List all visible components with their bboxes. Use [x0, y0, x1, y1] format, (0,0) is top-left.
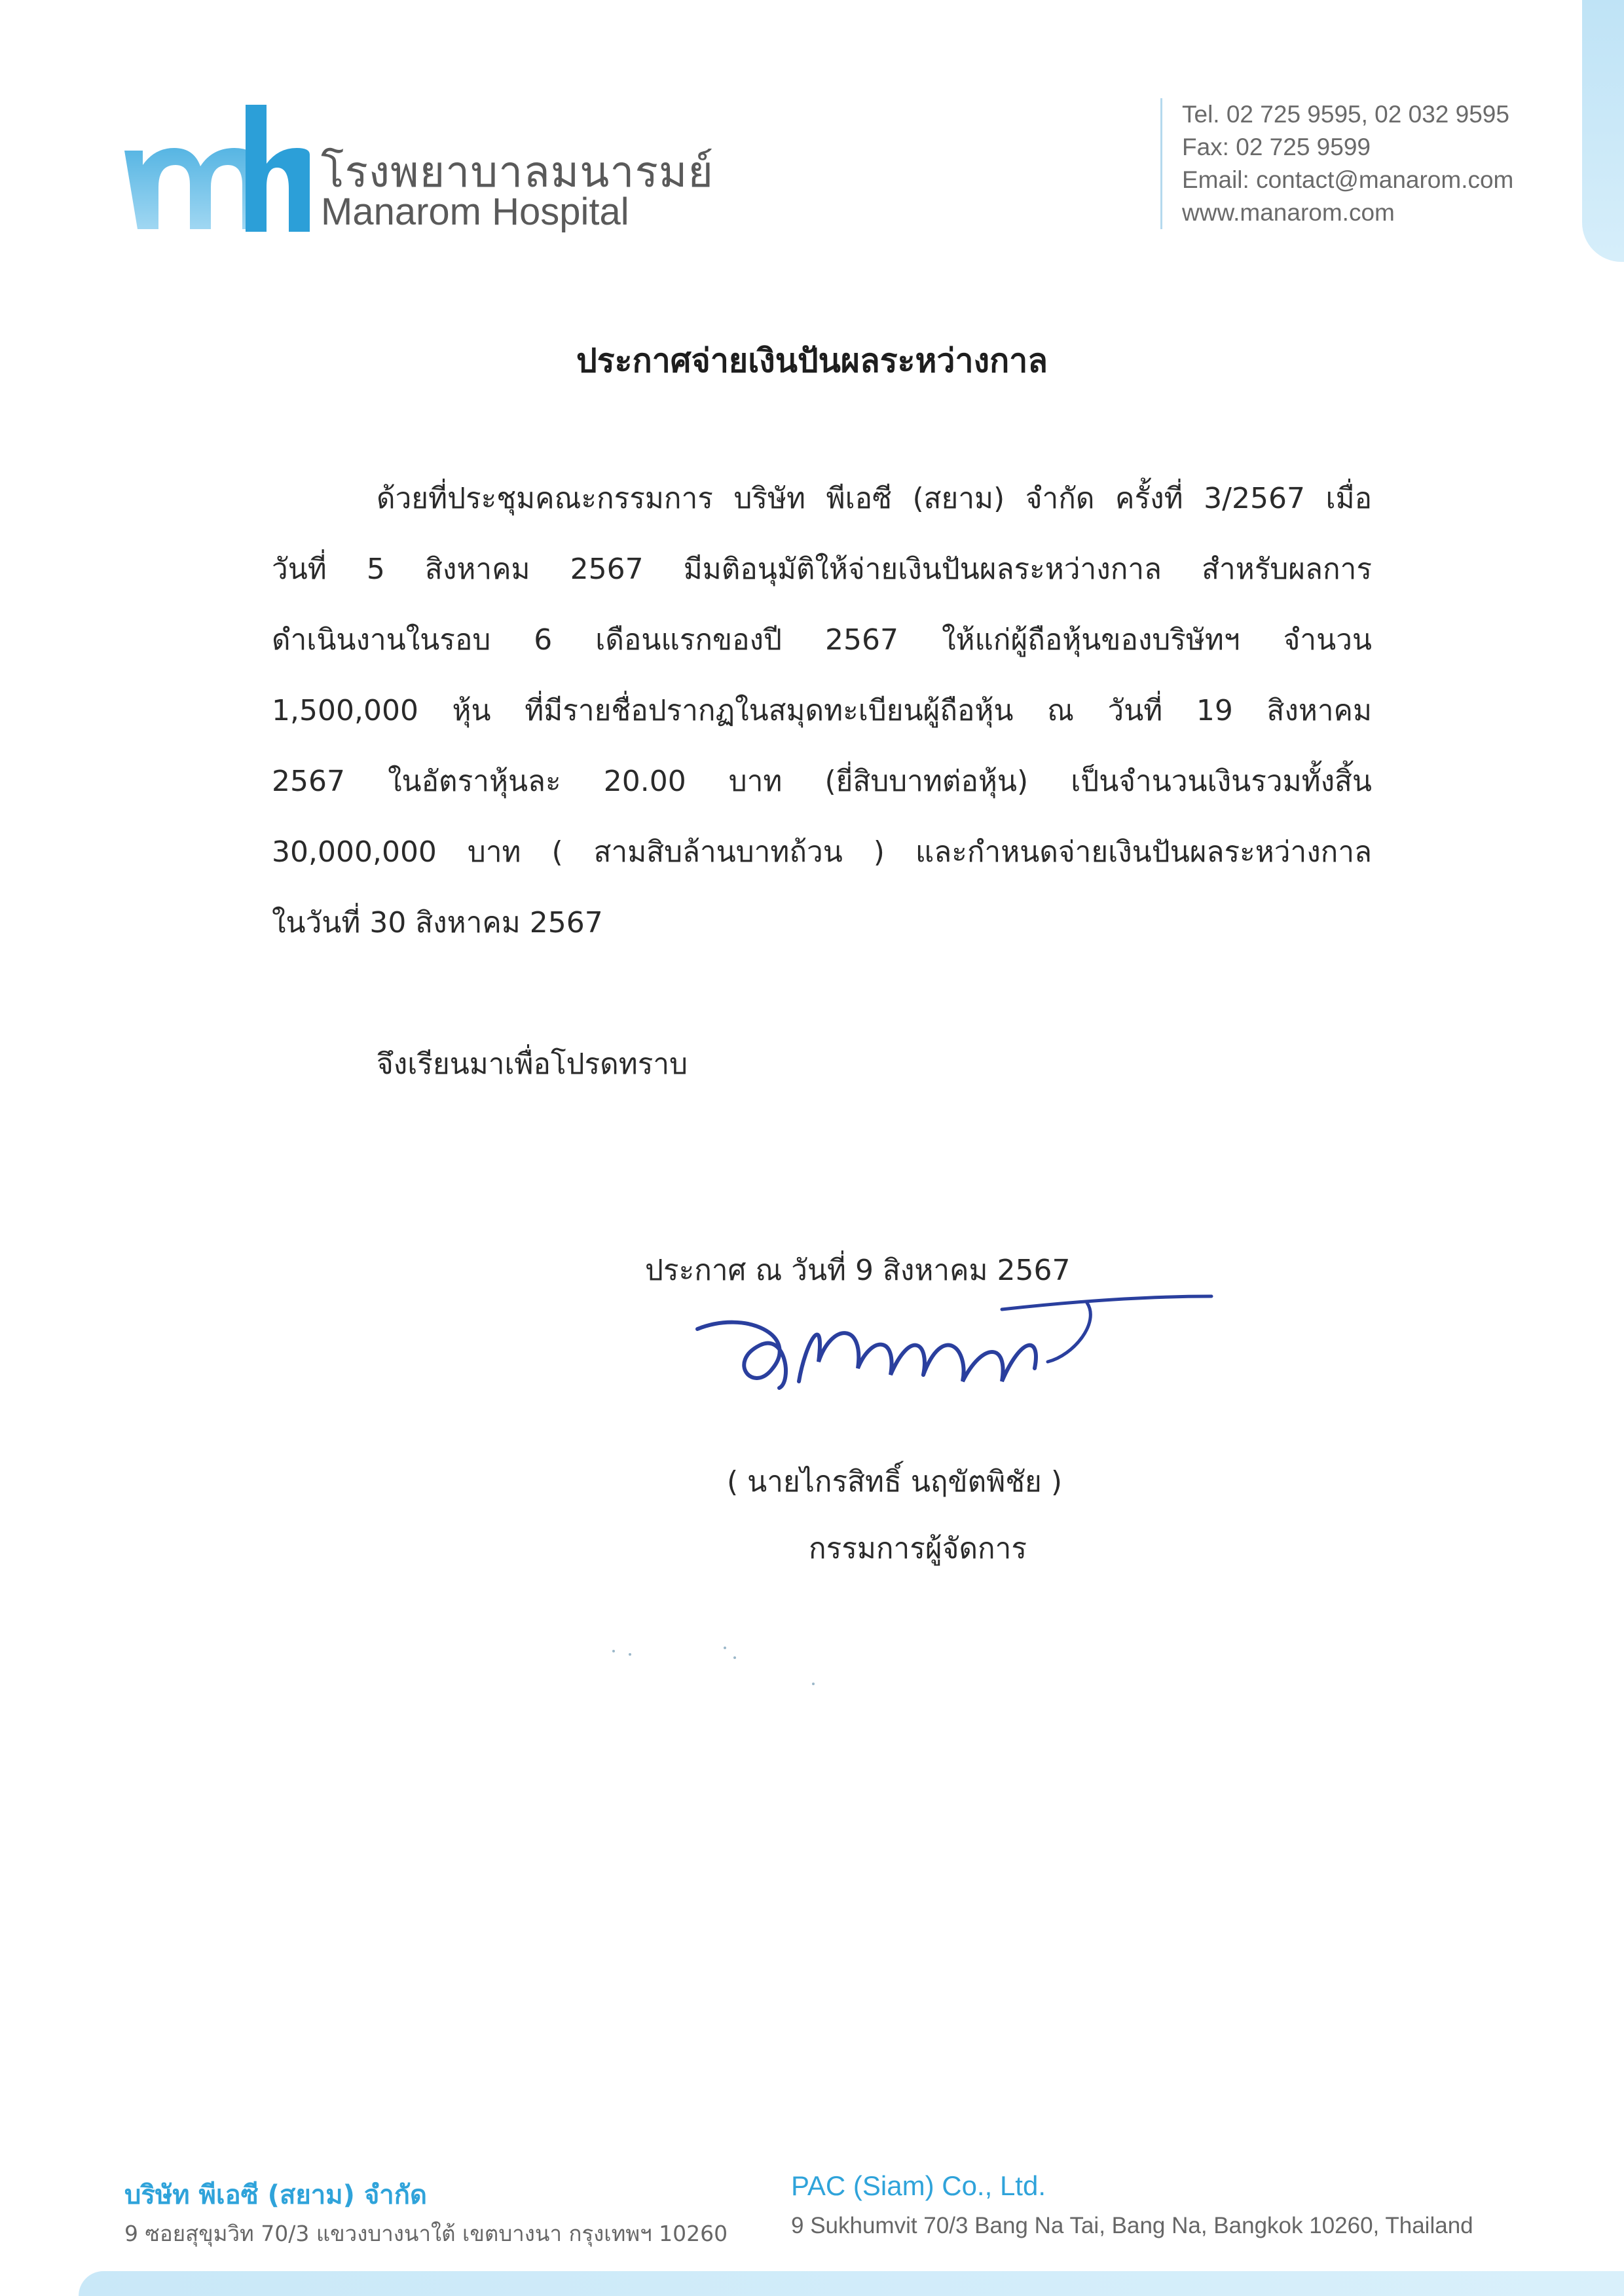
footer-company-thai: บริษัท พีเอซี (สยาม) จำกัด [124, 2180, 427, 2210]
contact-web: www.manarom.com [1182, 199, 1395, 226]
announcement-body [272, 464, 1372, 958]
logo-name-thai: โรงพยาบาลมนารมย์ [321, 147, 714, 196]
signer-name: ( นายไกรสิทธิ์ นฤขัตพิชัย ) [727, 1465, 1062, 1499]
contact-tel: Tel. 02 725 9595, 02 032 9595 [1182, 101, 1509, 128]
body-line: 30,000,000 บาท ( สามสิบล้านบาทถ้วน ) และกำหนดจ่ายเงินปันผลระหว่างกาล [272, 835, 1372, 869]
signer-position: กรรมการผู้จัดการ [809, 1532, 1027, 1565]
body-line: 2567 ในอัตราหุ้นละ 20.00 บาท (ยี่สิบบาทต่อหุ้น) เป็นจำนวนเงินรวมทั้งสิ้น [272, 765, 1372, 798]
body-line: 1,500,000 หุ้น ที่มีรายชื่อปรากฏในสมุดทะเบียนผู้ถือหุ้น ณ วันที่ 19 สิงหาคม [272, 694, 1372, 727]
footer-company-english: PAC (Siam) Co., Ltd. [791, 2170, 1046, 2201]
bottom-decor-band [79, 2271, 1624, 2296]
body-line: ด้วยที่ประชุมคณะกรรมการ บริษัท พีเอซี (สยาม) จำกัด ครั้งที่ 3/2567 เมื่อ [377, 482, 1372, 515]
announce-date: ประกาศ ณ วันที่ 9 สิงหาคม 2567 [645, 1254, 1071, 1287]
signature-icon [694, 1283, 1231, 1427]
contact-email: Email: contact@manarom.com [1182, 166, 1514, 193]
contact-block [1160, 98, 1513, 229]
document-title: ประกาศจ่ายเงินปันผลระหว่างกาล [576, 342, 1048, 380]
mh-logo-icon [121, 105, 311, 236]
logo-name-english: Manarom Hospital [321, 191, 629, 233]
contact-fax: Fax: 02 725 9599 [1182, 134, 1371, 160]
footer-address-thai: 9 ซอยสุขุมวิท 70/3 แขวงบางนาใต้ เขตบางนา กรุงเทพฯ 10260 [124, 2221, 728, 2246]
hospital-logo [121, 98, 743, 242]
footer-address-english: 9 Sukhumvit 70/3 Bang Na Tai, Bang Na, Bangkok 10260, Thailand [791, 2213, 1473, 2238]
side-decor-band [1582, 0, 1624, 262]
closing-line: จึงเรียนมาเพื่อโปรดทราบ [377, 1048, 688, 1081]
body-line: ในวันที่ 30 สิงหาคม 2567 [272, 906, 603, 939]
body-line: วันที่ 5 สิงหาคม 2567 มีมติอนุมัติให้จ่ายเงินปันผลระหว่างกาล สำหรับผลการ [272, 553, 1372, 586]
body-line: ดำเนินงานในรอบ 6 เดือนแรกของปี 2567 ให้แก่ผู้ถือหุ้นของบริษัทฯ จำนวน [272, 623, 1372, 657]
